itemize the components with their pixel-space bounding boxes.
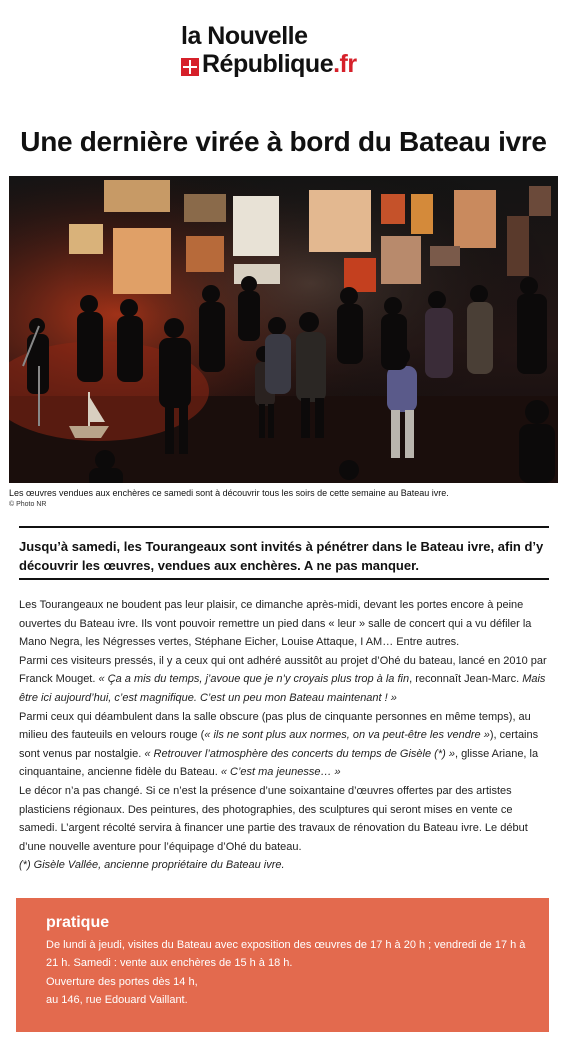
quote: « ils ne sont plus aux normes, on va peut-être les vendre » — [204, 729, 490, 742]
paragraph: Le décor n’a pas changé. Si ce n’est la présence d’une soixantaine d’œuvres offertes par des artistes plasticiens régionaux. Des peintures, des photographies, des sculptures qui seront mises en vente ce samedi. L’argent récolté servira à financer une partie des travaux de rénovation du Bateau ivre. Le début d’une nouvelle aventure pour l’équipage d’Ohé du bateau. — [19, 784, 528, 853]
paragraph — [19, 708, 551, 782]
text-run: Parmi ces visiteurs pressés, il y a ceux qui ont adhéré aussitôt au projet d’Ohé du bateau, lancé en 2010 par Franck Mouget. — [19, 654, 547, 686]
article-photo — [9, 176, 558, 483]
quote: « Retrouver l’atmosphère des concerts du temps de Gisèle (*) » — [144, 747, 455, 760]
pratique-address: au 146, rue Edouard Vaillant. — [46, 993, 188, 1006]
brand-word: République — [202, 50, 334, 78]
pratique-box — [16, 898, 549, 1032]
pratique-schedule: De lundi à jeudi, visites du Bateau avec exposition des œuvres de 17 h à 20 h ; vendredi de 17 h à 21 h. Samedi : vente aux enchères de 15 h à 18 h. — [46, 939, 526, 970]
photo-credit: © Photo NR — [9, 501, 47, 508]
paragraph — [19, 652, 551, 708]
text-run: , glisse Ariane, la cinquantaine, ancienne fidèle du Bateau. — [19, 747, 539, 779]
brand-name-line1: la Nouvelle — [181, 22, 308, 50]
article-body — [19, 596, 551, 875]
text-run: ), certains sont venus par nostalgie. — [19, 729, 539, 760]
pratique-body — [46, 936, 536, 1009]
brand-logo[interactable] — [181, 22, 401, 82]
quote: « Ça a mis du temps, j’avoue que je n’y croyais plus trop à la fin — [98, 673, 410, 686]
brand-ext: .fr — [333, 50, 357, 78]
paragraph: Les Tourangeaux ne boudent pas leur plaisir, ce dimanche après-midi, devant les portes encore à peine ouvertes du Bateau ivre. Ils vont pouvoir remettre un pied dans « leur » salle de concert qui a vu défiler la Mano Negra, les Négresses vertes, Stéphane Eicher, Louise Attaque, I AM… Entre autres. — [19, 599, 532, 649]
text-run: Parmi ceux qui déambulent dans la salle obscure (pas plus de cinquante personnes en même temps), au milieu des fauteuils en velours rouge ( — [19, 710, 531, 742]
quote: « C’est ma jeunesse… » — [220, 766, 341, 779]
pratique-opening: Ouverture des portes dès 14 h, — [46, 975, 198, 988]
text-run: , reconnaît Jean-Marc. — [409, 673, 523, 686]
brand-name-line2 — [181, 50, 357, 78]
quote: Mais être ici aujourd’hui, c’est magnifique. C’est un peu mon Bateau maintenant ! » — [19, 673, 546, 704]
lead-bottom-rule — [19, 578, 549, 580]
article-lead: Jusqu’à samedi, les Tourangeaux sont invités à pénétrer dans le Bateau ivre, afin d’y découvrir les œuvres, vendues aux enchères. A ne pas manquer. — [19, 539, 544, 573]
footnote-text: (*) Gisèle Vallée, ancienne propriétaire du Bateau ivre. — [19, 859, 285, 872]
photo-scene — [9, 176, 558, 483]
article-title: Une dernière virée à bord du Bateau ivre — [20, 126, 547, 157]
pratique-title: pratique — [46, 914, 110, 931]
lead-top-rule — [19, 526, 549, 528]
photo-caption: Les œuvres vendues aux enchères ce samedi sont à découvrir tous les soirs de cette semaine au Bateau ivre. — [9, 488, 449, 498]
footnote — [19, 856, 551, 875]
